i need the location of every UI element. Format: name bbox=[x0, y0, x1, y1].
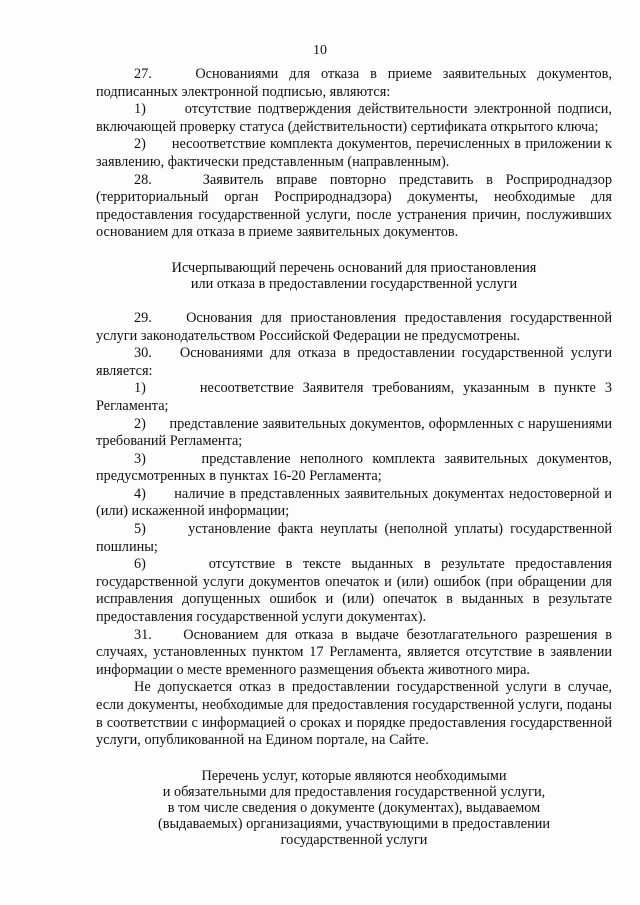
paragraph-no-refusal: Не допускается отказ в предоставлении государственной услуги в случае, если документы, необходимые для предоставления государственной услуги, поданы в соответствии с информацией о сроках и порядке предоставления государственной услуги, опубликованной на Едином портале, на Сайте. bbox=[96, 679, 612, 749]
heading-line: Исчерпывающий перечень оснований для приостановления bbox=[171, 259, 537, 276]
heading-line: Перечень услуг, которые являются необходимыми bbox=[201, 767, 507, 784]
paragraph-31: 31. Основанием для отказа в выдаче безотлагательного разрешения в случаях, установленных пунктом 17 Регламента, является отсутствие в заявлении информации о месте временного размещения объекта животного мира. bbox=[96, 626, 612, 678]
paragraph-30-item-3: 3) представление неполного комплекта заявительных документов, предусмотренных в пунктах 16-20 Регламента; bbox=[96, 450, 612, 485]
heading-line: (выдаваемых) организациями, участвующими в предоставлении bbox=[157, 815, 551, 832]
paragraph-30-item-2: 2) представление заявительных документов, оформленных с нарушениями требований Регламента; bbox=[96, 415, 612, 450]
heading-line: в том числе сведения о документе (документах), выдаваемом bbox=[167, 799, 541, 816]
heading-line: и обязательными для предоставления государственной услуги, bbox=[162, 783, 546, 800]
paragraph-30-item-5: 5) установление факта неуплаты (неполной уплаты) государственной пошлины; bbox=[96, 521, 612, 555]
paragraph-27-item-2: 2) несоответствие комплекта документов, перечисленных в приложении к заявлению, фактически представленным (направленным). bbox=[96, 136, 612, 170]
paragraph-30: 30. Основаниями для отказа в предоставлении государственной услуги является: bbox=[96, 345, 612, 379]
page-number: 10 bbox=[313, 43, 327, 58]
heading-line: государственной услуги bbox=[280, 831, 428, 848]
heading-line: или отказа в предоставлении государственной услуги bbox=[190, 275, 518, 292]
document-body bbox=[96, 66, 612, 866]
section-heading-suspension-grounds bbox=[96, 260, 612, 292]
paragraph-30-item-6: 6) отсутствие в тексте выданных в результате предоставления государственной услуги документов опечаток и (или) ошибок (при обращении для исправления допущенных ошибок и (или) опечаток в выданных в результате предоставления государственной услуги документах). bbox=[96, 556, 612, 626]
section-heading-required-services bbox=[96, 768, 612, 848]
paragraph-28: 28. Заявитель вправе повторно представить в Росприроднадзор (территориальный орган Росприроднадзора) документы, необходимые для предоставления государственной услуги, после устранения причин, послуживших основанием для отказа в приеме заявительных документов. bbox=[96, 171, 612, 241]
paragraph-30-item-1: 1) несоответствие Заявителя требованиям, указанным в пункте 3 Регламента; bbox=[96, 380, 612, 414]
paragraph-27-item-1: 1) отсутствие подтверждения действительности электронной подписи, включающей проверку статуса (действительности) сертификата открытого ключа; bbox=[96, 101, 612, 135]
paragraph-27: 27. Основаниями для отказа в приеме заявительных документов, подписанных электронной подписью, являются: bbox=[96, 66, 612, 100]
paragraph-29: 29. Основания для приостановления предоставления государственной услуги законодательством Российской Федерации не предусмотрены. bbox=[96, 309, 612, 344]
paragraph-30-item-4: 4) наличие в представленных заявительных документах недостоверной и (или) искаженной информации; bbox=[96, 485, 612, 520]
